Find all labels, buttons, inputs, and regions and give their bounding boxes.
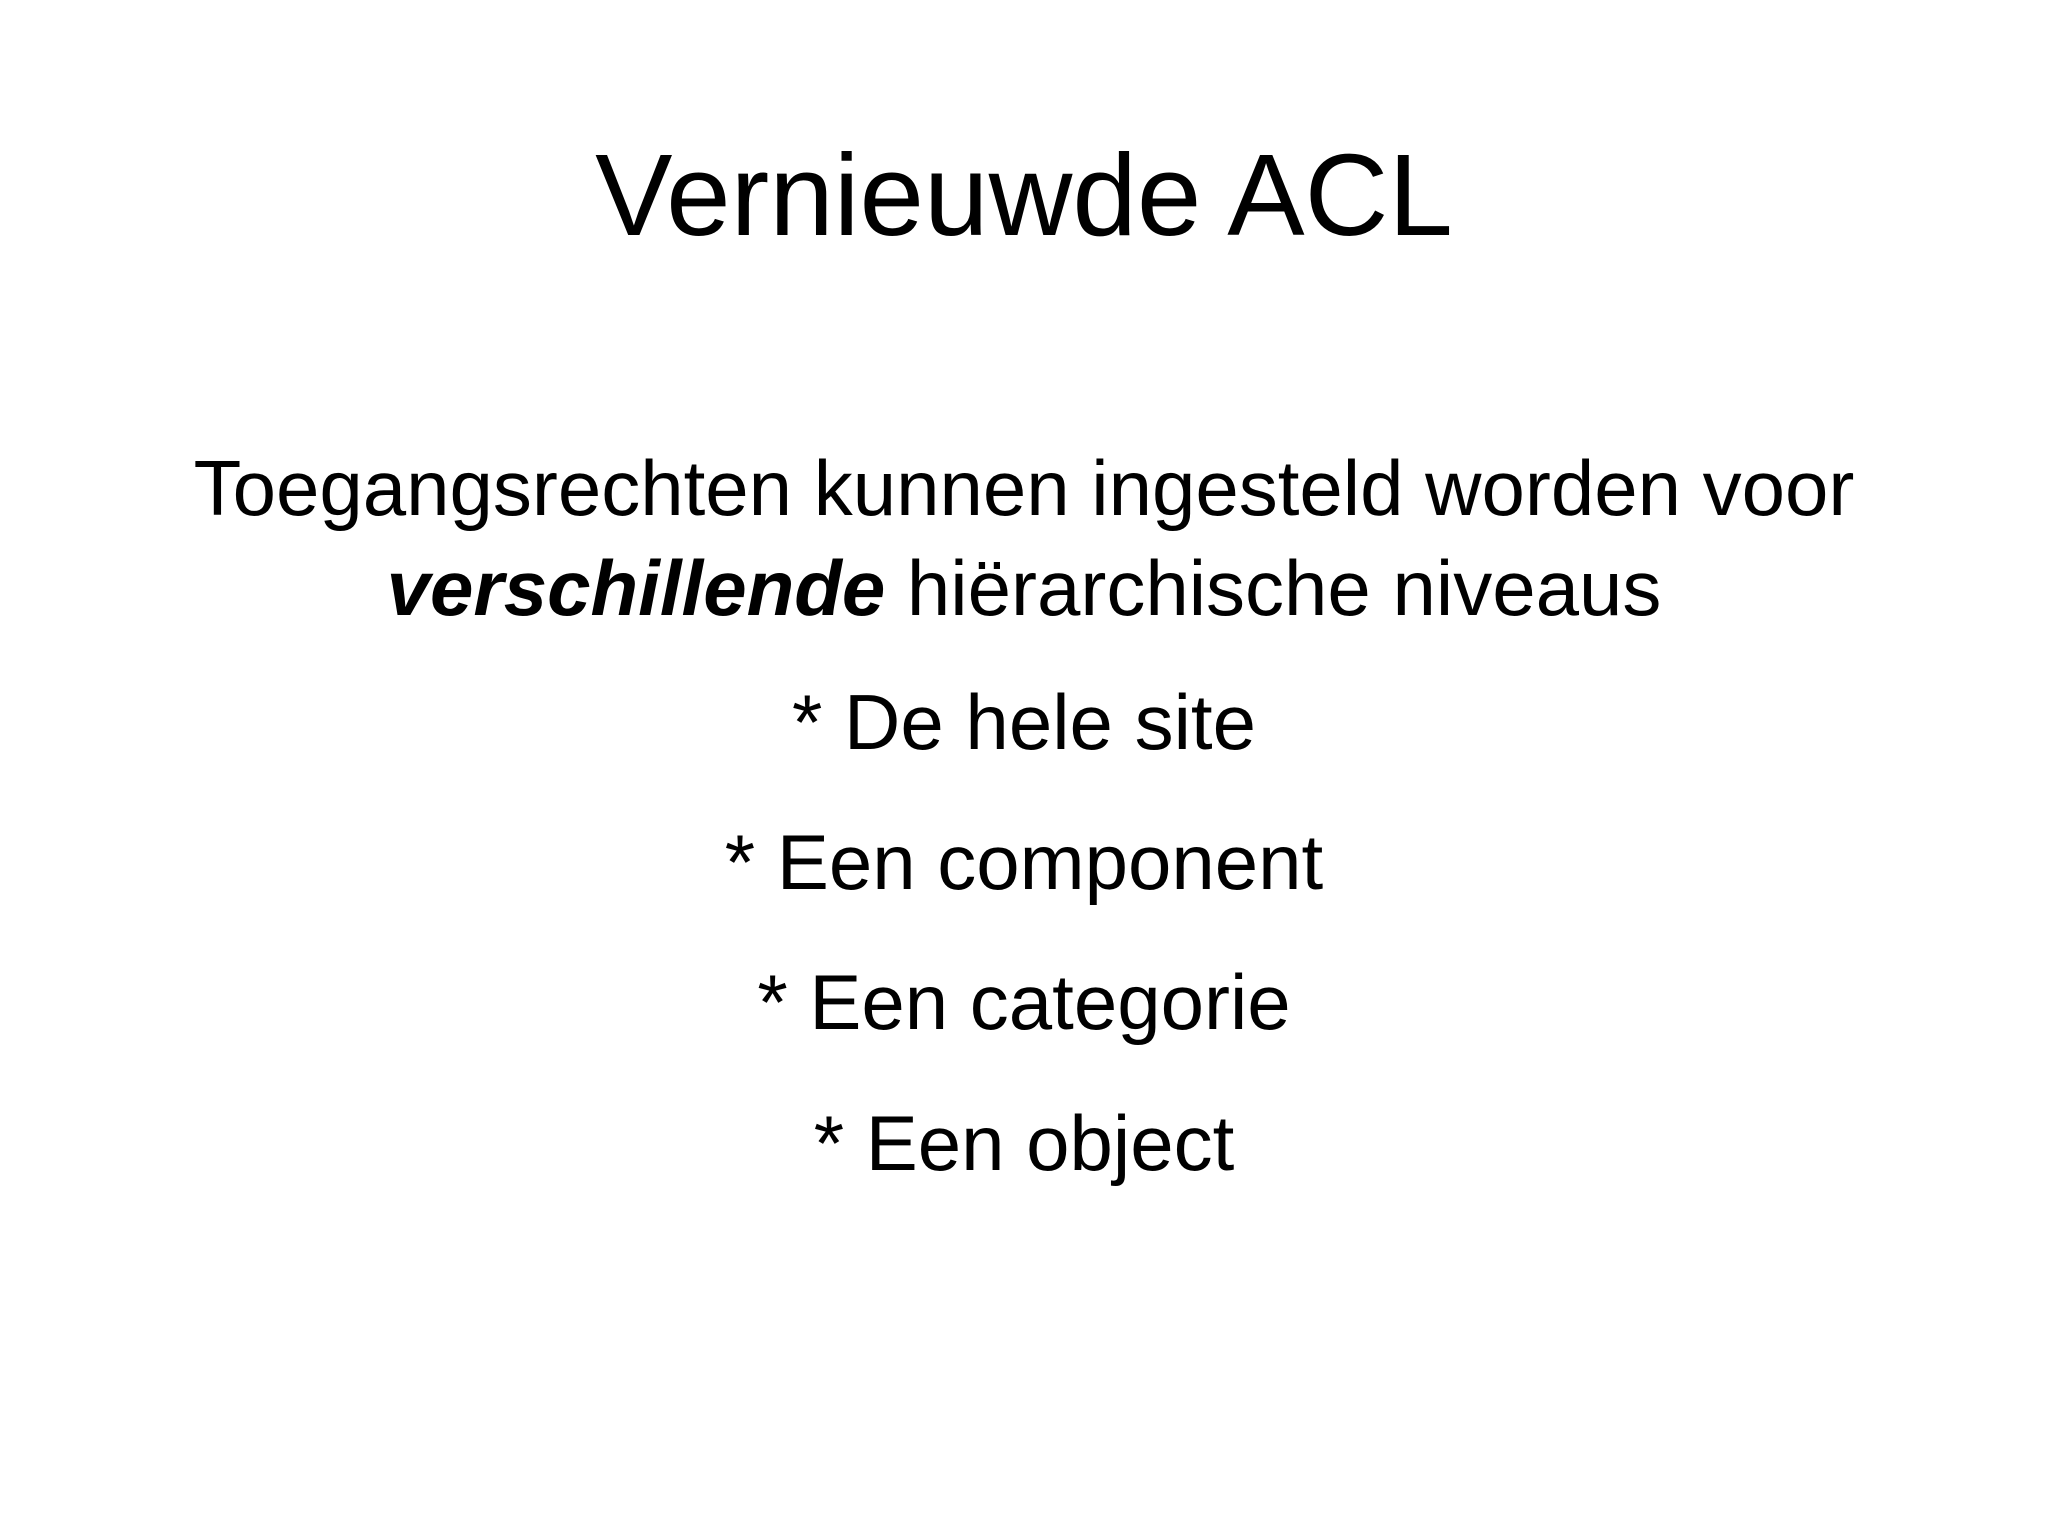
slide-title: Vernieuwde ACL [595, 130, 1453, 260]
intro-emphasis: verschillende [386, 544, 886, 632]
list-item: * Een component [724, 818, 1324, 906]
intro-line-2-rest: hiërarchische niveaus [885, 544, 1662, 632]
list-item: * Een object [813, 1099, 1235, 1187]
intro-line-1: Toegangsrechten kunnen ingesteld worden voor [193, 444, 1855, 532]
list-item: * Een categorie [757, 958, 1291, 1046]
intro-line-2 [0, 538, 2048, 638]
list-item: * De hele site [792, 678, 1256, 766]
intro-paragraph [0, 438, 2048, 638]
